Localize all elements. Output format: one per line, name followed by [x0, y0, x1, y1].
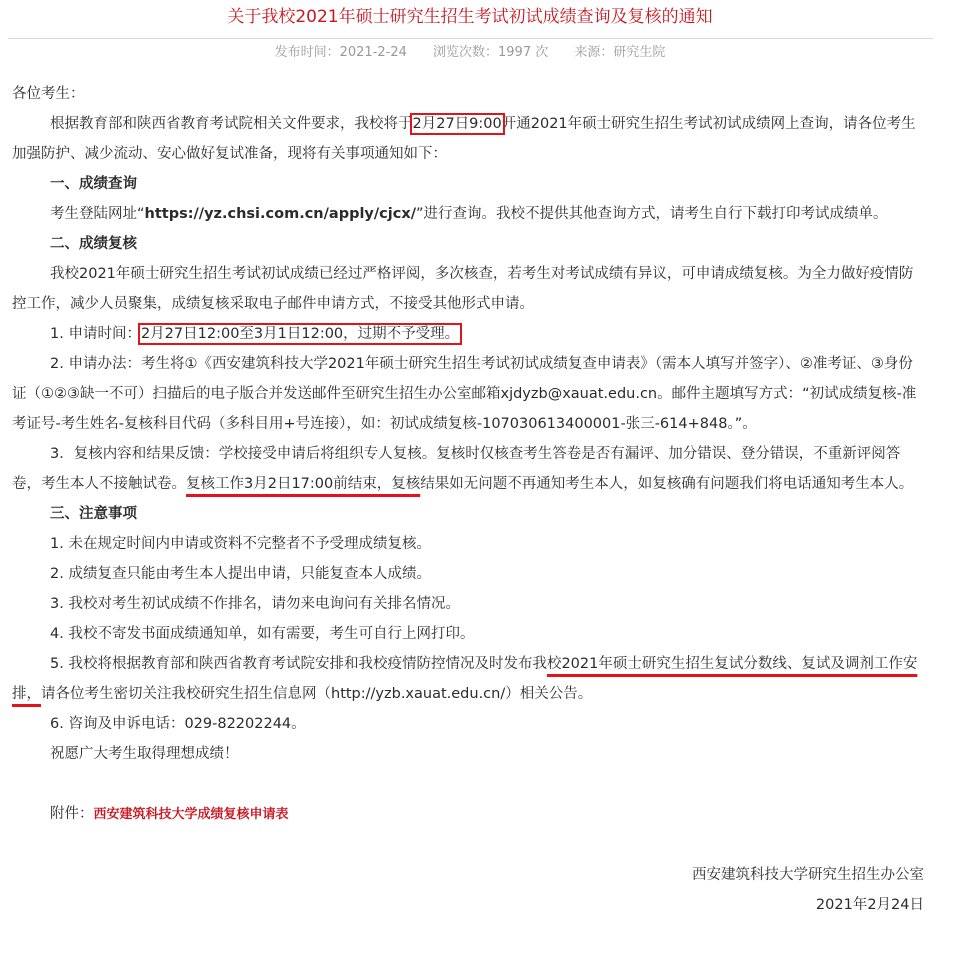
- section-1-paragraph: 考生登陆网址“https://yz.chsi.com.cn/apply/cjcx/”进行查询。我校不提供其他查询方式，请考生自行下载打印考试成绩单。: [50, 206, 888, 222]
- notice-item: 4. 我校不寄发书面成绩通知单，如有需要，考生可自行上网打印。: [50, 626, 475, 642]
- highlight-retest-arrangement: 校2021年硕士研究生招生复试分数线、复试及调剂工作安排，: [12, 656, 918, 702]
- contact-phone: 6. 咨询及申诉电话：029-82202244。: [50, 716, 306, 732]
- spacer: [12, 830, 924, 860]
- title-divider: [8, 38, 933, 39]
- apply-method-item: 2. 申请办法：考生将①《西安建筑科技大学2021年硕士研究生招生考试初试成绩复查申请表》（需本人填写并签字）、②准考证、③身份证（①②③缺一不可）扫描后的电子版合并发送邮件至研究生招生办公室邮箱xjdyzb@xauat.edu.cn。邮件主题填写方式：“初试成绩复核-准考证号-考生姓名-复核科目代码（多科目用+号连接），如：初试成绩复核-107030613400001-张三-614+848。”。: [12, 356, 917, 432]
- article-source: 来源：研究生院: [574, 45, 666, 60]
- article-body: [12, 79, 924, 920]
- attachment-row: [12, 799, 924, 830]
- query-url[interactable]: https://yz.chsi.com.cn/apply/cjcx/: [144, 206, 416, 222]
- review-feedback-item: 3．复核内容和结果反馈：学校接受申请后将组织专人复核。复核时仅核查考生答卷是否有漏评、加分错误、登分错误，不重新评阅答卷，考生本人不接触试卷。复核工作3月2日17:00前结束，复核结果如无问题不再通知考生本人，如复核确有问题我们将电话通知考生本人。: [12, 446, 914, 492]
- notice-item-5: 5. 我校将根据教育部和陕西省教育考试院安排和我校疫情防控情况及时发布我校2021年硕士研究生招生复试分数线、复试及调剂工作安排，请各位考生密切关注我校研究生招生信息网（http://yzb.xauat.edu.cn/）相关公告。: [12, 656, 918, 702]
- notice-item: 2. 成绩复查只能由考生本人提出申请，只能复查本人成绩。: [50, 566, 431, 582]
- notice-item: 1. 未在规定时间内申请或资料不完整者不予受理成绩复核。: [50, 536, 431, 552]
- section-1-heading: 一、成绩查询: [50, 176, 137, 192]
- section-3-heading: 三、注意事项: [50, 506, 137, 522]
- section-2-paragraph: 我校2021年硕士研究生招生考试初试成绩已经过严格评阅，多次核查，若考生对考试成绩有异议，可申请成绩复核。为全力做好疫情防控工作，减少人员聚集，成绩复核采取电子邮件申请方式，不接受其他形式申请。: [12, 266, 914, 312]
- attachment-link[interactable]: 西安建筑科技大学成绩复核申请表: [93, 807, 289, 822]
- spacer: [12, 769, 924, 799]
- closing-wish: 祝愿广大考生取得理想成绩！: [50, 746, 239, 762]
- section-2-heading: 二、成绩复核: [50, 236, 137, 252]
- highlight-review-deadline: 复核工作3月2日17:00前结束，复核: [186, 476, 421, 492]
- article-meta: [0, 43, 940, 63]
- notice-item: 3. 我校对考生初试成绩不作排名，请勿来电询问有关排名情况。: [50, 596, 460, 612]
- attachment-label: 附件：: [50, 806, 94, 822]
- greeting: 各位考生：: [12, 86, 85, 102]
- highlight-apply-time: 2月27日12:00至3月1日12:00，过期不予受理。: [140, 326, 460, 342]
- publish-time: 发布时间：2021-2-24: [274, 45, 407, 60]
- intro-paragraph: 根据教育部和陕西省教育考试院相关文件要求，我校将于2月27日9:00开通2021年硕士研究生招生考试初试成绩网上查询，请各位考生加强防护、减少流动、安心做好复试准备，现将有关事项通知如下：: [12, 116, 916, 162]
- apply-time-item: 1. 申请时间：2月27日12:00至3月1日12:00，过期不予受理。: [50, 326, 460, 342]
- article-title: 关于我校2021年硕士研究生招生考试初试成绩查询及复核的通知: [227, 7, 713, 27]
- signature-org: 西安建筑科技大学研究生招生办公室: [692, 867, 924, 883]
- highlight-query-time: 2月27日9:00: [412, 116, 502, 132]
- view-count: 浏览次数：1997 次: [433, 45, 549, 60]
- signature-date: 2021年2月24日: [815, 897, 924, 913]
